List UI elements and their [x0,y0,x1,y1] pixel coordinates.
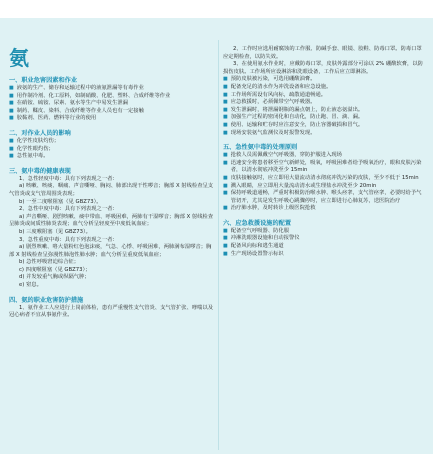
bullet-icon: ■ [9,100,14,107]
list-item-text: 制药、鞣皮、染料、合成纤维等作业人员也有一定接触 [16,107,144,114]
list-item [223,99,426,107]
list-item [9,85,214,93]
bullet-icon: ■ [9,85,14,91]
bullet-icon: ■ [9,107,14,114]
list-item-text: 用作制冷剂、化工原料，如制硝酸、化肥、塑料、合成纤维等作业 [16,92,171,99]
list-item-text: 液氨的生产、储存和运输过程中的液氨泄漏等有毒作业 [16,85,144,91]
list-item [223,243,426,251]
paragraph: 2、工作时应选用耐腐蚀的工作服、防碱手套、眼镜、胶鞋、防毒口罩。防毒口罩应定期检查，以防失效。 [223,46,422,60]
bullet-icon: ■ [9,153,14,160]
protection-list [9,305,214,320]
bullet-icon: ■ [9,92,14,99]
top-strip [0,0,433,18]
list-item [223,84,426,92]
paragraph: a) 声音嘶哑、剧烈咳嗽、痰中带血、呼吸困难，两肺有干湿啰音；胸部 X 射线检查呈肺炎或间质性肺炎表现；血气分析呈轻度至中度低氧血症； [9,213,214,228]
list-item-text: 溅入眼睛，应立即用大量流动清水或生理盐水冲洗至少 20min [230,182,377,189]
list-item-text: 抢救人员需佩戴空气呼吸器，穿防护服进入现场 [230,152,342,159]
bullet-icon: ■ [223,83,228,90]
bullet-icon: ■ [223,205,228,212]
list-item-text: 冲淋洗眼器设施和自动报警仪 [230,235,300,242]
paragraph: 3、在使用氨水作业时，应戴防毒口罩，皮肤外露部分可涂以 2% 硼酸软膏，以防损伤皮肤。工作场所应设淋浴和洗眼设备，工作后应立即淋浴。 [223,61,423,75]
bullet-icon: ■ [223,152,228,159]
bullet-icon: ■ [223,250,228,257]
paragraph: a) 咳嗽、咳痰、咽痛、声音嘶哑、胸闷、肺部出现干性啰音；胸部 X 射线检查呈支气管炎或支气管周围炎表现； [9,183,214,197]
list-item [223,76,426,84]
list-item-text: 迅速安全将患者移至空气新鲜处，吸氧，呼吸困难者给予吸氧治疗，眼和皮肤污染者，以清水彻底冲洗至少 15min [230,159,422,174]
protection-continued [223,46,426,76]
list-item-text: 化学性眼灼伤； [16,145,54,152]
hazard-list [9,85,214,123]
list-item [223,160,426,175]
section-title-symptoms: 三、氨中毒的健康表现 [9,167,71,175]
precaution-list [223,76,426,137]
list-item-text: 在硝铵、硫铵、尿素、氨水等生产中易发生泄漏 [16,100,128,107]
paragraph: e) 窒息。 [19,282,42,289]
bullet-icon: ■ [223,235,228,242]
right-column [223,46,426,258]
paragraph: c) 四度喉阻塞（见 GBZ73）； [19,266,91,273]
effects-list [9,138,214,161]
section-title-hazards: 一、职业危害因素和作业 [9,77,78,84]
paragraph: 2、急性中度中毒：具有下列表现之一者： [19,206,118,213]
list-item-text: 应急救援时，必须佩带空气呼吸器。 [230,99,316,106]
list-item [223,175,426,183]
bullet-icon: ■ [223,91,228,98]
list-item-text: 治疗肺水肿，及时转诊上级医院抢救 [230,205,316,212]
list-item-text: 胶黏剂、医药、燃料等行业的使用 [16,115,97,122]
section-title-treatment: 五、急性氨中毒的处理原则 [223,144,298,152]
bullet-icon: ■ [9,137,14,144]
paragraph: b) 一至二度喉阻塞（见 GBZ73）。 [19,198,102,205]
section-title-effects: 二、对作业人员的影响 [9,129,71,137]
bullet-icon: ■ [223,99,228,106]
paragraph: 1、氨作业工人应进行上岗前体检，患有严重慢性支气管炎、支气管扩张、哮喘以及冠心病者不宜从事氨作业。 [9,304,214,319]
list-item-text: 皮肤接触氨时，应立即用大量流动清水彻底冲洗污染的皮肤，至少不低于 15min [230,174,419,181]
list-item [9,115,214,123]
page-title: 氨 [9,46,30,70]
bullet-icon: ■ [223,243,228,250]
list-item [9,100,214,108]
list-item-text: 现场安装氨气监测仪及时报警发现。 [230,129,316,136]
list-item-text: 配备风向标和逃生通道 [230,243,284,250]
list-item-text: 配备充足的清水作为冲洗设备和应急设施。 [230,83,332,90]
section-title-protection: 四、氨的职业危害防护措施 [9,296,84,304]
left-column [9,70,214,320]
paragraph: d) 并发较重气胸或纵隔气肿； [19,274,90,281]
list-item [223,183,426,191]
list-item [223,190,426,205]
list-item-text: 工作场所需设有风向标，疏散通道畅通。 [230,91,327,98]
bullet-icon: ■ [223,159,228,166]
list-item [223,114,426,122]
treatment-list [223,152,426,213]
bullet-icon: ■ [223,227,228,234]
list-item-text: 预防皮肤被污染，可选用硼酸油膏。 [230,76,316,83]
list-item [223,152,426,160]
list-item [223,205,426,213]
column-divider [218,40,219,450]
list-item [223,122,426,130]
bullet-icon: ■ [9,145,14,152]
section-title-emergency: 六、应急救援设施的配置 [223,219,292,227]
symptom-list [9,176,214,290]
list-item [9,138,214,146]
paragraph: b) 急性呼吸窘迫综合征； [19,259,80,266]
bullet-icon: ■ [223,174,228,181]
paragraph: 3、急性重度中毒：具有下列表现之一者： [19,236,118,243]
bullet-icon: ■ [223,190,228,197]
paragraph: a) 剧烈咳嗽、咯大量粉红色泡沫痰，气急、心悸、呼吸困难，两肺满布湿啰音；胸部 X 射线检查呈弥漫性肺泡性肺水肿；血气分析呈重度低氧血症； [9,244,212,258]
list-item-text: 保持呼吸道通畅，严重时积极防治喉水肿、喉头痉挛，支气管痉挛，必要时给予气管切开，尤其是发生呼吸心跳骤停时，应立即进行心肺复苏，送医院治疗 [230,190,422,204]
emergency-list [223,228,426,258]
paragraph: 1、急性轻度中毒：具有下列表现之一者： [19,175,118,182]
list-item-text: 配备空气呼吸器、防化服 [230,227,290,234]
list-item-text: 发生泄漏时，将泄漏钢瓶的漏点朝上，防止液态氨溢出。 [230,106,364,113]
bullet-icon: ■ [9,115,14,122]
list-item-text: 加强生产过程的密闭化和自动化，防止跑、冒、滴、漏。 [230,114,364,121]
paragraph: b) 三度喉阻塞（见 GBZ73）。 [19,228,91,235]
list-item-text: 生产现场设置警示标识 [230,250,284,257]
list-item [9,153,214,161]
list-item [223,130,426,138]
list-item-text: 急性氨中毒。 [16,153,49,160]
bullet-icon: ■ [223,106,228,113]
bullet-icon: ■ [223,121,228,128]
list-item [223,235,426,243]
bullet-icon: ■ [223,182,228,189]
list-item-text: 使用、运输和贮存时应注意安全，防止容器破损和冒气。 [230,121,364,128]
list-item [223,251,426,259]
bullet-icon: ■ [223,76,228,83]
list-item-text: 化学性皮肤灼伤； [16,137,60,144]
bullet-icon: ■ [223,129,228,136]
bullet-icon: ■ [223,114,228,121]
